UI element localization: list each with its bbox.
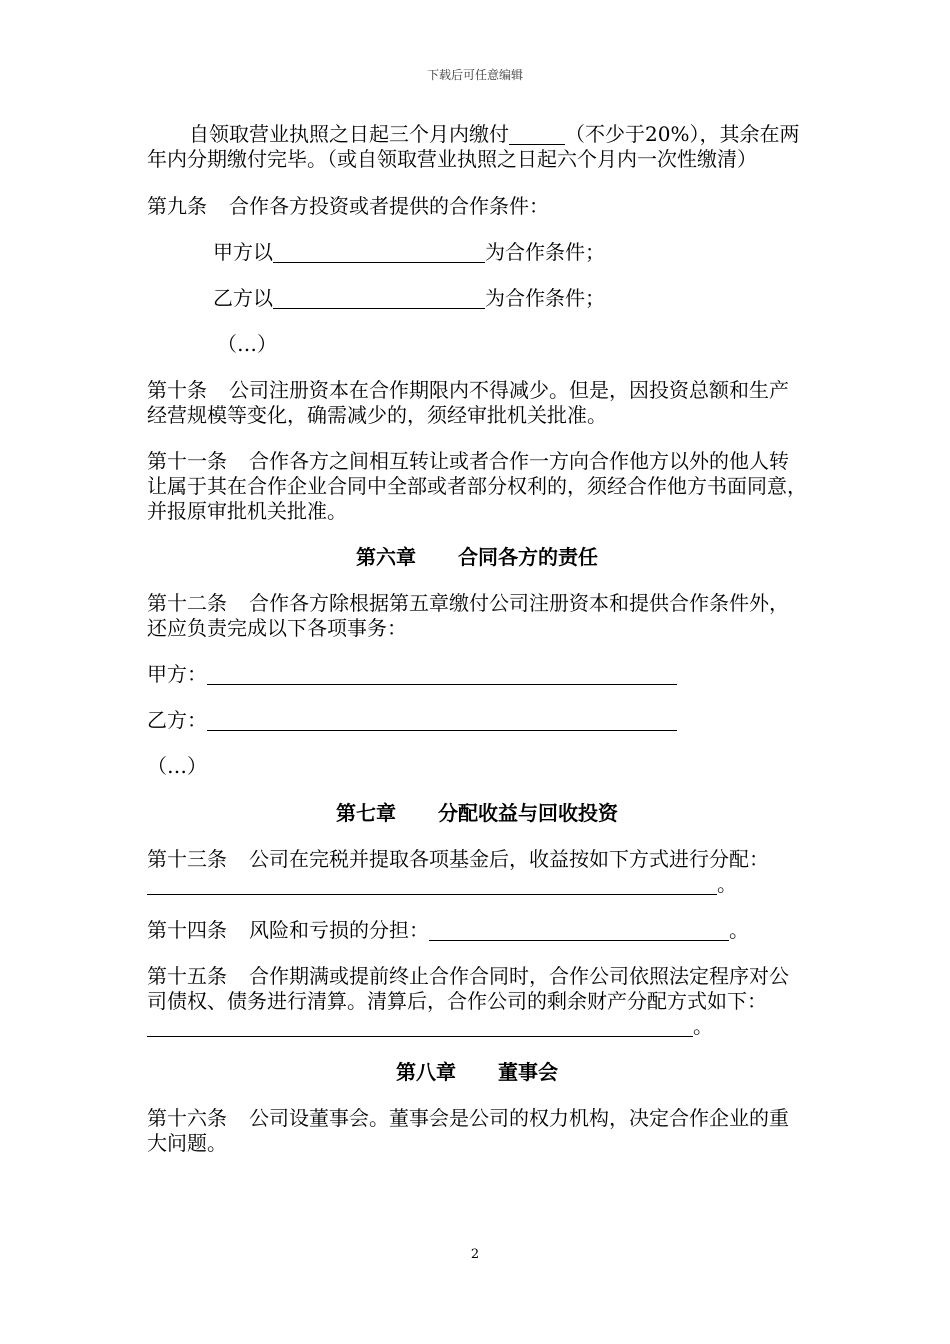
article-9-party-a bbox=[147, 240, 807, 265]
blank-line bbox=[509, 124, 565, 145]
blank-line bbox=[273, 242, 485, 263]
article-text: 合作各方除根据第五章缴付公司注册资本和提供合作条件外，还应负责完成以下各项事务： bbox=[147, 591, 789, 640]
article-13 bbox=[147, 847, 807, 897]
article-number: 第九条 bbox=[147, 194, 207, 218]
page-header: 下载后可任意编辑 bbox=[426, 68, 523, 82]
blank-line bbox=[273, 288, 485, 309]
article-10 bbox=[147, 378, 807, 428]
blank-line bbox=[207, 710, 677, 731]
text-fragment: 乙方以 bbox=[213, 286, 273, 310]
text-fragment: 。 bbox=[729, 918, 749, 942]
chapter-number: 第七章 bbox=[336, 801, 396, 825]
article-text: 合作各方投资或者提供的合作条件： bbox=[229, 194, 549, 218]
article-number: 第十四条 bbox=[147, 918, 227, 942]
chapter-number: 第八章 bbox=[396, 1060, 456, 1084]
article-number: 第十六条 bbox=[147, 1106, 227, 1130]
text-fragment: （不少于20%），其余在两年内分期缴付完毕。（或自领取营业执照之日起六个月内一次性缴清） bbox=[147, 122, 800, 171]
article-12-party-b bbox=[147, 708, 807, 733]
article-15 bbox=[147, 964, 807, 1039]
chapter-8-heading bbox=[147, 1060, 807, 1085]
article-text: 公司在完税并提取各项基金后，收益按如下方式进行分配： bbox=[249, 847, 769, 871]
article-9-party-b bbox=[147, 286, 807, 311]
text-fragment: 甲方： bbox=[147, 662, 207, 686]
article-9 bbox=[147, 194, 807, 219]
article-text: 合作期满或提前终止合作合同时，合作公司依照法定程序对公司债权、债务进行清算。清算后，合作公司的剩余财产分配方式如下： bbox=[147, 964, 789, 1013]
article-text: 风险和亏损的分担： bbox=[249, 918, 429, 942]
blank-line bbox=[207, 664, 677, 685]
text-fragment: 。 bbox=[693, 1014, 713, 1038]
text-fragment: 乙方： bbox=[147, 708, 207, 732]
chapter-number: 第六章 bbox=[356, 545, 416, 569]
text-fragment: 自领取营业执照之日起三个月内缴付 bbox=[189, 122, 509, 146]
blank-line bbox=[147, 874, 717, 895]
article-number: 第十条 bbox=[147, 378, 207, 402]
article-9-ellipsis: （…） bbox=[217, 332, 277, 356]
article-11 bbox=[147, 449, 807, 524]
chapter-7-heading bbox=[147, 801, 807, 826]
article-text: 公司设董事会。董事会是公司的权力机构，决定合作企业的重大问题。 bbox=[147, 1106, 789, 1155]
article-number: 第十三条 bbox=[147, 847, 227, 871]
chapter-title: 合同各方的责任 bbox=[458, 545, 598, 569]
page-number: 2 bbox=[470, 1247, 480, 1262]
blank-line bbox=[429, 920, 729, 941]
chapter-title: 分配收益与回收投资 bbox=[438, 801, 618, 825]
article-12 bbox=[147, 591, 807, 641]
article-12-party-a bbox=[147, 662, 807, 687]
text-fragment: 甲方以 bbox=[213, 240, 273, 264]
article-number: 第十五条 bbox=[147, 964, 227, 988]
document-body bbox=[147, 122, 807, 1156]
text-fragment: 为合作条件； bbox=[485, 240, 605, 264]
article-text: 公司注册资本在合作期限内不得减少。但是，因投资总额和生产经营规模等变化，确需减少的，须经审批机关批准。 bbox=[147, 378, 789, 427]
chapter-title: 董事会 bbox=[498, 1060, 558, 1084]
chapter-6-heading bbox=[147, 545, 807, 570]
article-16 bbox=[147, 1106, 807, 1156]
text-fragment: 。 bbox=[717, 872, 737, 896]
paragraph-capital-payment bbox=[147, 122, 807, 172]
article-number: 第十一条 bbox=[147, 449, 227, 473]
article-12-ellipsis: （…） bbox=[147, 754, 207, 778]
text-fragment: 为合作条件； bbox=[485, 286, 605, 310]
article-number: 第十二条 bbox=[147, 591, 227, 615]
article-text: 合作各方之间相互转让或者合作一方向合作他方以外的他人转让属于其在合作企业合同中全部或者部分权利的，须经合作他方书面同意，并报原审批机关批准。 bbox=[147, 449, 807, 523]
article-14 bbox=[147, 918, 807, 943]
blank-line bbox=[147, 1016, 693, 1037]
